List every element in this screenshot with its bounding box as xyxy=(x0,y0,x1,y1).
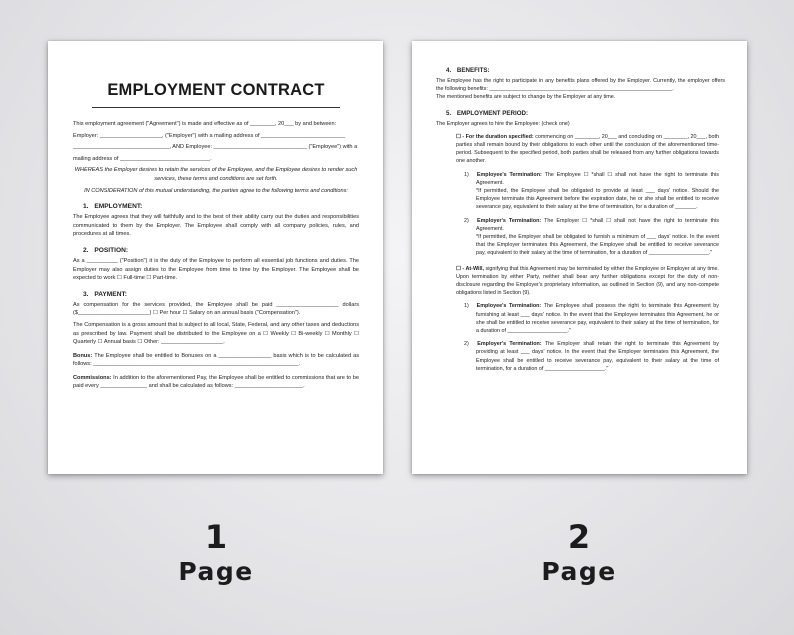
fixed-employee-termination xyxy=(464,171,720,187)
item-text: The Employer ☐ *shall ☐ shall not have the right to terminate this Agreement. xyxy=(476,217,720,232)
commissions-label: Commissions: xyxy=(73,374,112,381)
fixed-term-label: ☐ - For the duration specified: xyxy=(456,133,534,140)
page-2-label: Page xyxy=(541,557,617,586)
fixed-employer-termination-detail: *If permitted, the Employer shall be obligated to furnish a minimum of ___ days' notice. In the event that the Employer terminates this Agreement, the Employee shall be entitled to receive severance pay, equivalent to their salary at the time of termination, for a duration of ____________________." xyxy=(476,234,719,257)
page-2-number: 2 xyxy=(567,518,591,556)
bonus-label: Bonus: xyxy=(73,352,93,359)
section-benefits-heading xyxy=(446,67,725,74)
section-payment-taxes: The Compensation is a gross amount that is subject to all local, State, Federal, and any other taxes and deductions as prescribed by law. Payment shall be distributed to the Employee on a ☐ Weekly ☐ Bi-weekly ☐ Monthly ☐ Quarterly ☐ Annual basis ☐ Other: ____________________. xyxy=(73,321,359,346)
item-label: Employee's Termination: xyxy=(476,303,542,310)
item-text: The Employee ☐ *shall ☐ shall not have the right to terminate this Agreement. xyxy=(476,171,720,186)
item-number: 1) xyxy=(464,171,469,178)
section-payment-text: As compensation for the services provided, the Employee shall be paid ____________________ dollars ($_______________________) ☐ Per hour ☐ Salary on an annual basis ("Compensation"). xyxy=(73,301,359,317)
item-text: The Employer shall retain the right to terminate this Agreement by providing at least ___ days' notice. In the event that the Employer terminates this Agreement, the Employee shall be entitled to receive severance pay, equivalent to their salary at the time of termination, for a duration of ____________________." xyxy=(476,341,719,372)
consideration-clause: IN CONSIDERATION of this mutual understanding, the parties agree to the following terms and conditions: xyxy=(84,187,348,194)
fixed-employee-termination-detail: *If permitted, the Employee shall be obligated to provide at least ___ days' notice. Should the Employee terminate this Agreement before the expiration date, he or she shall be entitled to receive severance pay, equivalent to their salary at the time of termination, for a duration of _______. xyxy=(476,188,719,211)
whereas-clause: WHEREAS the Employer desires to retain the services of the Employee, and the Employee desires to render such services, these terms and conditions are set forth. xyxy=(74,167,358,182)
item-label: Employer's Termination: xyxy=(477,341,542,348)
section-title: PAYMENT: xyxy=(94,290,127,298)
intro-text: This employment agreement ("Agreement") is made and effective as of ________, 20___ by and between: xyxy=(73,121,337,127)
section-employment-heading xyxy=(83,203,359,210)
at-will-employer-termination xyxy=(464,340,719,373)
item-label: Employer's Termination: xyxy=(477,217,542,224)
section-title: BENEFITS: xyxy=(456,67,490,74)
contract-page-1 xyxy=(48,41,383,474)
employee-address-line: mailing address of _____________________________. xyxy=(73,155,212,162)
at-will-text: signifying that this Agreement may be terminated by either the Employee or Employer at any time. Upon termination by either Party, neither shall bear any further obligations except for the duty of non-disclosure regarding the Employer's proprietary information, as outlined in Section (9), and any non-compete obligations listed in Section (9). xyxy=(456,265,720,297)
title-underline xyxy=(92,107,340,108)
section-benefits-note: The mentioned benefits are subject to change by the Employer at any time. xyxy=(436,94,616,101)
section-employment-text: The Employee agrees that they will faithfully and to the best of their ability carry out the duties and responsibilities communicated to them by the Employer. The Employee shall comply with all company policies, rules, and procedures at all times. xyxy=(73,214,359,238)
section-benefits-text: The Employee has the right to participate in any benefits plans offered by the Employer. Currently, the employer offers the following benefits: _____________________________________________________________. xyxy=(436,78,725,93)
section-title: EMPLOYMENT: xyxy=(94,203,143,211)
commissions-text: In addition to the aforementioned Pay, the Employee shall be entitled to commissions that are to be paid every _______________ and shall be calculated as follows: ______________________. xyxy=(73,374,359,390)
bonus-paragraph xyxy=(73,352,359,369)
section-period-intro: The Employer agrees to hire the Employee: (check one) xyxy=(436,120,570,127)
page-1-label: Page xyxy=(178,557,254,586)
section-number: 4. xyxy=(446,67,452,74)
section-number: 5. xyxy=(446,109,452,117)
page-1-number: 1 xyxy=(204,518,228,556)
section-payment-heading xyxy=(83,291,359,298)
section-position-heading xyxy=(83,247,359,254)
fixed-term-text: commencing on ________, 20___ and concluding on ________, 20___, both parties shall remain bound by their obligations to each other until the conclusion of the aforementioned time-period. Subsequent to the specified period, both parties shall be released from any further obligations towards one another. xyxy=(456,133,720,165)
at-will-option xyxy=(456,265,719,298)
section-title: EMPLOYMENT PERIOD: xyxy=(456,109,529,117)
section-number: 3. xyxy=(83,290,89,298)
document-title: EMPLOYMENT CONTRACT xyxy=(107,81,325,99)
section-title: POSITION: xyxy=(94,246,129,254)
section-number: 1. xyxy=(83,203,89,211)
item-number: 2) xyxy=(464,341,469,348)
fixed-term-option xyxy=(456,133,719,166)
employee-line: _______________________________, AND Employee: ______________________________ ("Employee") with a xyxy=(73,144,358,151)
employer-line: Employer: ____________________, ("Employer") with a mailing address of ___________________________ xyxy=(73,132,346,139)
item-number: 1) xyxy=(464,303,469,310)
at-will-employee-termination xyxy=(464,302,719,335)
fixed-employer-termination xyxy=(464,217,720,233)
section-period-heading xyxy=(446,110,725,117)
commissions-paragraph xyxy=(73,374,359,391)
item-number: 2) xyxy=(464,217,469,224)
bonus-text: The Employee shall be entitled to Bonuses on a _________________ basis which is to be calculated as follows: __________________________________________________________________. xyxy=(73,352,359,368)
section-position-text: As a __________ ("Position") it is the duty of the Employee to perform all essential job functions and duties. The Employer may also assign duties to the Employee from time to time by the Employer. The Employee shall be expected to work ☐ Full-time ☐ Part-time. xyxy=(73,257,359,282)
section-number: 2. xyxy=(83,246,89,254)
item-label: Employee's Termination: xyxy=(476,171,542,178)
at-will-label: ☐ - At-Will, xyxy=(456,265,484,272)
item-text: The Employee shall possess the right to terminate this Agreement by furnishing at least ___ days' notice. In the event that the Employee terminates this Agreement, he or she shall be entitled to receive severance pay, equivalent to their salary at the time of termination, for a duration of ____________________." xyxy=(476,303,719,335)
contract-page-2 xyxy=(412,41,747,474)
